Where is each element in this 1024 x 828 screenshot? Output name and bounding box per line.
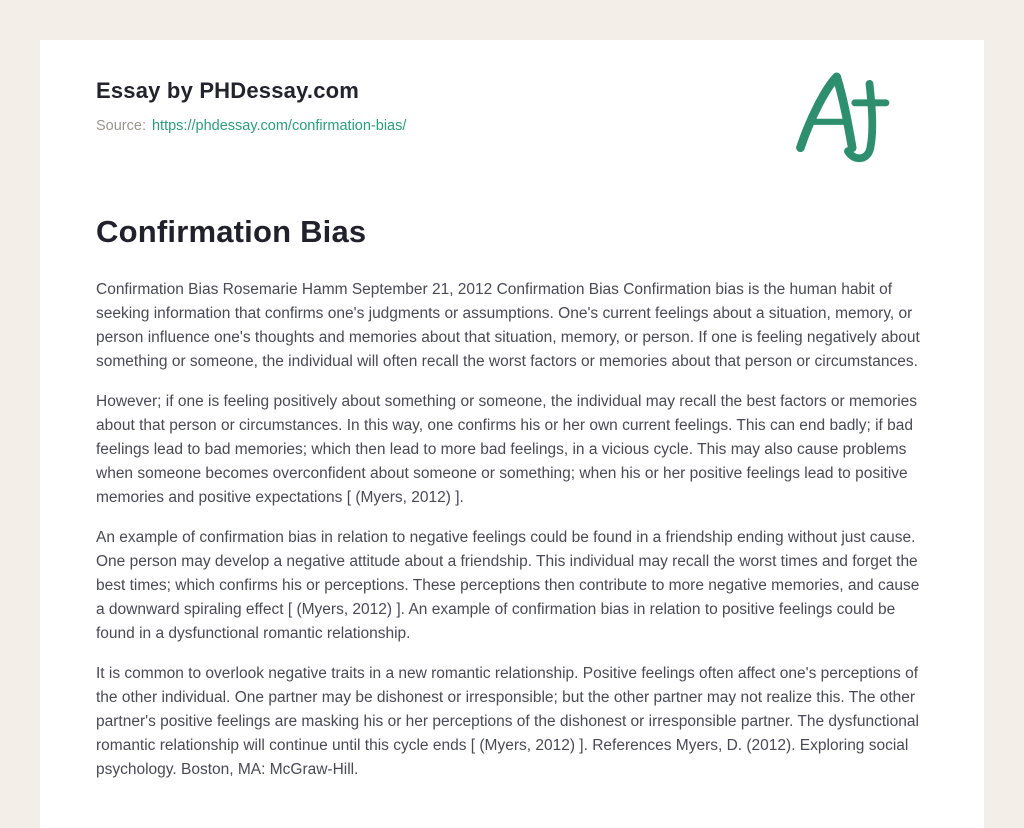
site-header-title: Essay by PHDessay.com — [96, 78, 360, 103]
essay-paragraph: An example of confirmation bias in relation to negative feelings could be found in a friendship ending without just cause. One person may develop a negative attitude about a friendship. This individual may recall the worst times and forget the best times; which confirms his or perceptions. These perceptions then contribute to more negative memories, and cause a downward spiraling effect [ (Myers, 2012) ]. An example of confirmation bias in relation to positive feelings could be found in a dysfunctional romantic relationship. — [96, 529, 920, 642]
essay-card — [40, 40, 984, 828]
source-label: Source: — [96, 118, 146, 134]
essay-paragraph: However; if one is feeling positively about something or someone, the individual may recall the best factors or memories about that person or circumstances. In this way, one confirms his or her own current feelings. This can end badly; if bad feelings lead to bad memories; which then lead to more bad feelings, in a vicious cycle. This may also cause problems when someone becomes overconfident about someone or something; when his or her positive feelings lead to positive memories and positive expectations [ (Myers, 2012) ]. — [96, 393, 918, 506]
essay-title: Confirmation Bias — [96, 214, 367, 249]
essay-body — [96, 278, 924, 782]
source-url-link[interactable]: https://phdessay.com/confirmation-bias/ — [151, 118, 407, 134]
phdessay-a-plus-logo-icon — [786, 70, 896, 165]
essay-paragraph: It is common to overlook negative traits in a new romantic relationship. Positive feelings often affect one's perceptions of the other individual. One partner may be dishonest or irresponsible; but the other partner may not realize this. The other partner's positive feelings are masking his or her perceptions of the dishonest or irresponsible partner. The dysfunctional romantic relationship will continue until this cycle ends [ (Myers, 2012) ]. References Myers, D. (2012). Exploring social psychology. Boston, MA: McGraw-Hill. — [96, 665, 919, 778]
essay-paragraph: Confirmation Bias Rosemarie Hamm September 21, 2012 Confirmation Bias Confirmation bias is the human habit of seeking information that confirms one's judgments or assumptions. One's current feelings about a situation, memory, or person influence one's thoughts and memories about that situation, memory, or person. If one is feeling negatively about something or someone, the individual will often recall the worst factors or memories about that person or circumstances. — [96, 281, 920, 370]
